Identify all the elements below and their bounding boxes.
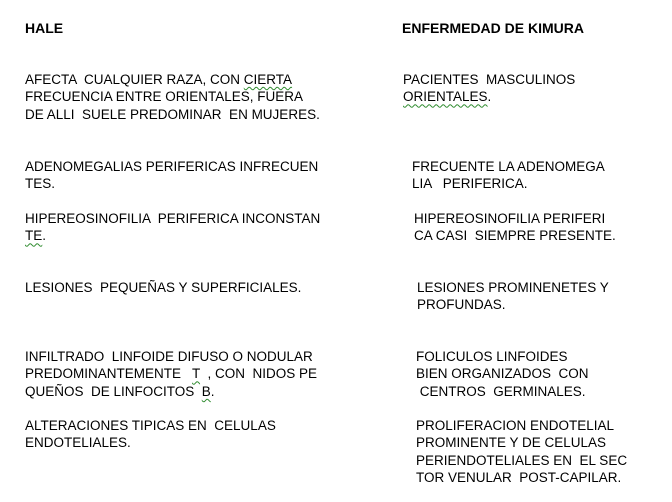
text-line	[416, 348, 589, 365]
kimura-proliferation-text	[416, 417, 627, 487]
text-line	[403, 88, 575, 105]
text-segment: TOR VENULAR POST-CAPILAR.	[416, 470, 622, 486]
spellcheck-flagged-word: TE	[25, 228, 43, 244]
kimura-eosinophilia-text	[414, 210, 616, 245]
text-segment: CA CASI SIEMPRE PRESENTE.	[414, 228, 616, 244]
hale-adenomegaly-text	[25, 158, 318, 193]
spellcheck-flagged-word: B	[201, 383, 211, 399]
text-segment: .	[210, 383, 215, 399]
text-segment: LIA PERIFERICA.	[412, 176, 528, 192]
kimura-lesions-text	[417, 279, 609, 314]
spellcheck-flagged-word: T	[192, 366, 201, 382]
text-segment: HIPEREOSINOFILIA PERIFERI	[414, 211, 606, 226]
kimura-follicles-text	[416, 348, 589, 400]
text-segment: BIEN ORGANIZADOS CON	[416, 366, 589, 382]
text-line	[25, 210, 320, 227]
text-segment: PREDOMINANTEMENTE	[25, 366, 193, 382]
heading-kimura: ENFERMEDAD DE KIMURA	[402, 20, 584, 36]
text-segment: TES.	[25, 176, 56, 192]
text-segment: CENTROS GERMINALES.	[416, 383, 586, 399]
text-line	[25, 227, 320, 244]
text-line	[412, 158, 605, 175]
text-segment: .	[487, 89, 492, 105]
text-line	[403, 71, 575, 88]
text-segment: , CON NIDOS PE	[200, 366, 318, 382]
text-segment: LESIONES PROMINENETES Y	[417, 280, 609, 295]
hale-lesions-text	[25, 279, 301, 296]
text-line	[25, 348, 317, 365]
kimura-race-text	[403, 71, 575, 106]
text-segment: FOLICULOS LINFOIDES	[416, 349, 568, 364]
text-segment: PROMINENTE Y DE CELULAS	[416, 435, 607, 451]
text-segment: ALTERACIONES TIPICAS EN CELULAS	[25, 418, 276, 433]
text-segment: PROFUNDAS.	[417, 297, 506, 313]
text-segment: INFILTRADO LINFOIDE DIFUSO O NODULAR	[25, 349, 313, 364]
text-line	[25, 434, 276, 451]
text-segment: DE ALLI SUELE PREDOMINAR EN MUJERES.	[25, 106, 320, 122]
kimura-adenomegaly-text	[412, 158, 605, 193]
heading-hale: HALE	[25, 20, 64, 36]
hale-eosinophilia-text	[25, 210, 320, 245]
text-segment: PROLIFERACION ENDOTELIAL	[416, 418, 615, 433]
text-line	[412, 175, 605, 192]
text-line	[25, 417, 276, 434]
hale-endothelial-text	[25, 417, 276, 452]
text-segment: ADENOMEGALIAS PERIFERICAS INFRECUEN	[25, 159, 319, 174]
text-segment: PACIENTES MASCULINOS	[403, 72, 576, 87]
text-line	[25, 71, 320, 88]
text-line	[25, 383, 317, 400]
text-segment: PERIENDOTELIALES EN EL SEC	[416, 452, 628, 468]
text-line	[417, 296, 609, 313]
text-line	[25, 106, 320, 123]
text-line	[414, 227, 616, 244]
text-segment: FRECUENCIA ENTRE ORIENTALES, FUERA	[25, 89, 304, 105]
text-segment: FRECUENTE LA ADENOMEGA	[412, 159, 605, 174]
text-segment: .	[42, 228, 47, 244]
spellcheck-flagged-word: ORIENTALES	[403, 89, 488, 105]
text-line	[25, 88, 320, 105]
text-line	[416, 417, 627, 434]
hale-infiltrate-text	[25, 348, 317, 400]
text-segment: HIPEREOSINOFILIA PERIFERICA INCONSTAN	[25, 211, 321, 226]
text-line	[25, 175, 318, 192]
text-line	[416, 365, 589, 382]
spellcheck-flagged-word: CIERTA	[243, 72, 293, 87]
hale-race-text	[25, 71, 320, 123]
text-segment: AFECTA CUALQUIER RAZA, CON	[25, 72, 244, 87]
text-line	[416, 452, 627, 469]
text-line	[417, 279, 609, 296]
text-line	[25, 365, 317, 382]
text-line	[414, 210, 616, 227]
text-line	[25, 158, 318, 175]
text-segment: LESIONES PEQUEÑAS Y SUPERFICIALES.	[25, 280, 302, 295]
text-segment: QUEÑOS DE LINFOCITOS	[25, 383, 202, 399]
text-line	[416, 383, 589, 400]
text-line	[25, 279, 301, 296]
text-line	[416, 434, 627, 451]
text-segment: ENDOTELIALES.	[25, 435, 131, 451]
text-line	[416, 469, 627, 486]
